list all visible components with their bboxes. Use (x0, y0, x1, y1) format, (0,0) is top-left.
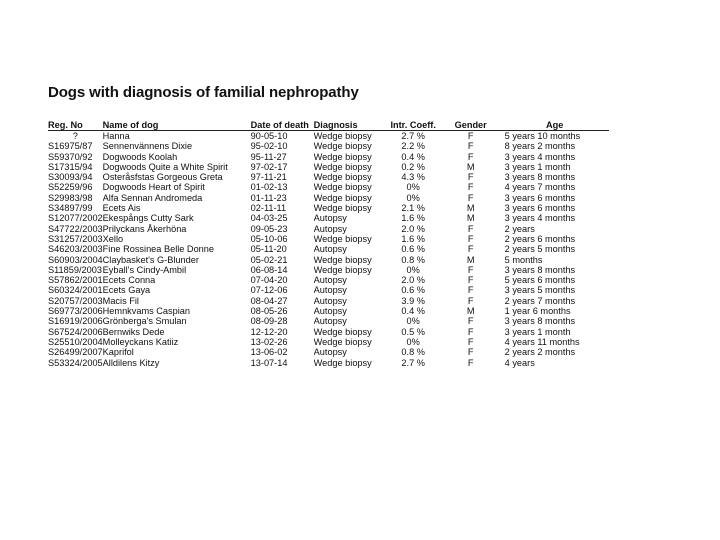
intr-coeff-cell: 1.6 % (401, 213, 425, 224)
intr-coeff-cell: 1.6 % (401, 233, 425, 244)
diagnosis-cell: Autopsy (313, 306, 347, 317)
gender-cell: F (467, 285, 474, 296)
date-of-death-cell: 05-02-21 (250, 254, 288, 265)
gender-cell: M (466, 203, 475, 214)
intr-coeff-cell: 2.2 % (401, 141, 425, 152)
dog-name-cell: Dogwoods Quite a White Spirit (102, 161, 228, 172)
table-row (48, 347, 609, 357)
dog-name-cell: Dogwoods Heart of Spirit (102, 182, 205, 193)
dog-name-cell: Ecets Ais (102, 203, 141, 214)
age-cell: 4 years 7 months (504, 182, 576, 193)
intr-coeff-cell: 0% (406, 192, 420, 203)
table-row (48, 224, 609, 234)
date-of-death-cell: 08-05-26 (250, 306, 288, 317)
diagnosis-cell: Autopsy (313, 316, 347, 327)
reg-no-cell: S57862/2001 (48, 275, 103, 286)
col-header-name: Name of dog (103, 121, 251, 131)
reg-no-cell: S30093/94 (48, 172, 93, 183)
date-of-death-cell: 09-05-23 (250, 223, 288, 234)
gender-cell: F (467, 295, 474, 306)
intr-coeff-cell: 0% (406, 264, 420, 275)
reg-no-cell: S60903/2004 (48, 254, 103, 265)
date-of-death-cell: 12-12-20 (250, 326, 288, 337)
col-header-diagnosis: Diagnosis (314, 121, 386, 131)
age-cell: 3 years 8 months (504, 316, 576, 327)
reg-no-cell: ? (72, 131, 78, 141)
date-of-death-cell: 90-05-10 (250, 131, 288, 141)
table-row (48, 152, 609, 162)
diagnosis-cell: Wedge biopsy (313, 161, 372, 172)
table-body (48, 131, 609, 368)
age-cell: 2 years 5 months (504, 244, 576, 255)
gender-cell: F (467, 151, 474, 162)
age-cell: 3 years 8 months (504, 172, 576, 183)
dog-name-cell: Grönberga's Smulan (102, 316, 187, 327)
intr-coeff-cell: 2.7 % (401, 131, 425, 141)
date-of-death-cell: 07-12-06 (250, 285, 288, 296)
page-title: Dogs with diagnosis of familial nephropathy (48, 84, 359, 101)
diagnosis-cell: Autopsy (313, 223, 347, 234)
date-of-death-cell: 13-07-14 (250, 357, 288, 368)
dog-name-cell: Eyball's Cindy-Ambil (102, 264, 187, 275)
table-row (48, 337, 609, 347)
dog-name-cell: Ecets Conna (102, 275, 156, 286)
reg-no-cell: S59370/92 (48, 151, 93, 162)
age-cell: 2 years 2 months (504, 347, 576, 358)
table-row (48, 162, 609, 172)
age-cell: 3 years 1 month (504, 161, 571, 172)
table-row (48, 358, 609, 368)
date-of-death-cell: 01-02-13 (250, 182, 288, 193)
gender-cell: F (467, 264, 474, 275)
date-of-death-cell: 95-02-10 (250, 141, 288, 152)
gender-cell: F (467, 223, 474, 234)
col-header-intr-coeff: Intr. Coeff. (386, 121, 441, 131)
gender-cell: F (467, 316, 474, 327)
table-row (48, 213, 609, 223)
intr-coeff-cell: 2.1 % (401, 203, 425, 214)
gender-cell: F (467, 326, 474, 337)
intr-coeff-cell: 4.3 % (401, 172, 425, 183)
table-row (48, 234, 609, 244)
age-cell: 1 year 6 months (504, 306, 571, 317)
age-cell: 2 years (504, 223, 535, 234)
diagnosis-cell: Autopsy (313, 347, 347, 358)
intr-coeff-cell: 3.9 % (401, 295, 425, 306)
intr-coeff-cell: 2.0 % (401, 223, 425, 234)
intr-coeff-cell: 0.8 % (401, 254, 425, 265)
dog-name-cell: Alfa Sennan Andromeda (102, 192, 203, 203)
gender-cell: F (467, 182, 474, 193)
reg-no-cell: S12077/2002 (48, 213, 103, 224)
age-cell: 5 years 6 months (504, 275, 576, 286)
reg-no-cell: S46203/2003 (48, 244, 103, 255)
gender-cell: F (467, 244, 474, 255)
date-of-death-cell: 07-04-20 (250, 275, 288, 286)
table-row (48, 244, 609, 254)
dog-name-cell: Fine Rossinea Belle Donne (102, 244, 215, 255)
dog-name-cell: Hanna (102, 131, 130, 141)
age-cell: 5 months (504, 254, 543, 265)
gender-cell: M (466, 213, 475, 224)
reg-no-cell: S47722/2003 (48, 223, 103, 234)
reg-no-cell: S69773/2006 (48, 306, 103, 317)
diagnosis-cell: Autopsy (313, 213, 347, 224)
dog-name-cell: Kaprifol (102, 347, 134, 358)
reg-no-cell: S34897/99 (48, 203, 93, 214)
col-header-date-of-death: Date of death (251, 121, 314, 131)
age-cell: 2 years 6 months (504, 233, 576, 244)
age-cell: 8 years 2 months (504, 141, 576, 152)
age-cell: 3 years 8 months (504, 264, 576, 275)
diagnosis-cell: Wedge biopsy (313, 151, 372, 162)
gender-cell: F (467, 357, 474, 368)
dog-name-cell: Macis Fil (102, 295, 139, 306)
diagnosis-cell: Wedge biopsy (313, 192, 372, 203)
gender-cell: M (466, 161, 475, 172)
diagnosis-cell: Wedge biopsy (313, 172, 372, 183)
diagnosis-cell: Wedge biopsy (313, 326, 372, 337)
dog-name-cell: Ekespångs Cutty Sark (102, 213, 194, 224)
nephropathy-table (48, 121, 609, 368)
reg-no-cell: S29983/98 (48, 192, 93, 203)
intr-coeff-cell: 0% (406, 182, 420, 193)
reg-no-cell: S17315/94 (48, 161, 93, 172)
date-of-death-cell: 01-11-23 (250, 192, 287, 203)
gender-cell: F (467, 233, 474, 244)
table-row (48, 327, 609, 337)
reg-no-cell: S16975/87 (48, 141, 93, 152)
date-of-death-cell: 08-09-28 (250, 316, 288, 327)
table-row (48, 285, 609, 295)
intr-coeff-cell: 0.4 % (401, 306, 425, 317)
diagnosis-cell: Autopsy (313, 295, 347, 306)
date-of-death-cell: 13-06-02 (250, 347, 288, 358)
age-cell: 3 years 6 months (504, 203, 576, 214)
dog-name-cell: Osteråsfstas Gorgeous Greta (102, 172, 223, 183)
dog-name-cell: Xello (102, 233, 124, 244)
intr-coeff-cell: 0.6 % (401, 285, 425, 296)
diagnosis-cell: Autopsy (313, 244, 347, 255)
table-row (48, 203, 609, 213)
reg-no-cell: S25510/2004 (48, 336, 103, 347)
intr-coeff-cell: 0.4 % (401, 151, 425, 162)
diagnosis-cell: Wedge biopsy (313, 336, 372, 347)
table-row (48, 275, 609, 285)
reg-no-cell: S53324/2005 (48, 357, 103, 368)
gender-cell: M (466, 254, 475, 265)
age-cell: 2 years 7 months (504, 295, 576, 306)
date-of-death-cell: 04-03-25 (250, 213, 288, 224)
age-cell: 4 years (504, 357, 535, 368)
intr-coeff-cell: 0.5 % (401, 326, 425, 337)
table-row (48, 316, 609, 326)
col-header-reg-no: Reg. No (48, 121, 103, 131)
age-cell: 3 years 4 months (504, 213, 576, 224)
table-row (48, 131, 609, 142)
reg-no-cell: S20757/2003 (48, 295, 103, 306)
diagnosis-cell: Wedge biopsy (313, 141, 372, 152)
dog-name-cell: Bernwiks Dede (102, 326, 165, 337)
dog-name-cell: Ecets Gaya (102, 285, 151, 296)
gender-cell: F (467, 275, 474, 286)
diagnosis-cell: Wedge biopsy (313, 182, 372, 193)
intr-coeff-cell: 2.0 % (401, 275, 425, 286)
diagnosis-cell: Wedge biopsy (313, 233, 372, 244)
header-row (48, 121, 609, 131)
diagnosis-cell: Wedge biopsy (313, 131, 372, 141)
diagnosis-cell: Autopsy (313, 285, 347, 296)
table-row (48, 306, 609, 316)
dog-name-cell: Prilyckans Åkerhöna (102, 223, 187, 234)
age-cell: 5 years 10 months (504, 131, 581, 141)
gender-cell: F (467, 131, 474, 141)
reg-no-cell: S26499/2007 (48, 347, 103, 358)
diagnosis-cell: Wedge biopsy (313, 203, 372, 214)
age-cell: 3 years 5 months (504, 285, 576, 296)
intr-coeff-cell: 0.2 % (401, 161, 425, 172)
reg-no-cell: S60324/2001 (48, 285, 103, 296)
table-row (48, 265, 609, 275)
table-row (48, 182, 609, 192)
gender-cell: F (467, 141, 474, 152)
date-of-death-cell: 02-11-11 (250, 203, 287, 214)
table-row (48, 193, 609, 203)
diagnosis-cell: Wedge biopsy (313, 264, 372, 275)
date-of-death-cell: 06-08-14 (250, 264, 288, 275)
table-header (48, 121, 609, 131)
dog-name-cell: Claybasket's G-Blunder (102, 254, 199, 265)
date-of-death-cell: 13-02-26 (250, 336, 288, 347)
col-header-gender: Gender (441, 121, 501, 131)
intr-coeff-cell: 0.6 % (401, 244, 425, 255)
intr-coeff-cell: 0% (406, 316, 420, 327)
date-of-death-cell: 97-11-21 (250, 172, 287, 183)
dog-name-cell: Hemnkvams Caspian (102, 306, 190, 317)
table-row (48, 141, 609, 151)
date-of-death-cell: 95-11-27 (250, 151, 287, 162)
reg-no-cell: S67524/2006 (48, 326, 103, 337)
table-row (48, 255, 609, 265)
date-of-death-cell: 05-10-06 (250, 233, 288, 244)
reg-no-cell: S11859/2003 (48, 264, 102, 275)
date-of-death-cell: 97-02-17 (250, 161, 288, 172)
table-row (48, 296, 609, 306)
age-cell: 3 years 4 months (504, 151, 576, 162)
dog-name-cell: Sennenvännens Dixie (102, 141, 193, 152)
reg-no-cell: S16919/2006 (48, 316, 103, 327)
diagnosis-cell: Wedge biopsy (313, 254, 372, 265)
intr-coeff-cell: 0.8 % (401, 347, 425, 358)
age-cell: 4 years 11 months (504, 336, 580, 347)
age-cell: 3 years 6 months (504, 192, 576, 203)
gender-cell: F (467, 336, 474, 347)
intr-coeff-cell: 0% (406, 336, 420, 347)
gender-cell: F (467, 172, 474, 183)
dog-name-cell: Molleyckans Katiiz (102, 336, 179, 347)
intr-coeff-cell: 2.7 % (401, 357, 425, 368)
reg-no-cell: S31257/2003 (48, 233, 103, 244)
table-row (48, 172, 609, 182)
age-cell: 3 years 1 month (504, 326, 571, 337)
gender-cell: F (467, 347, 474, 358)
dog-name-cell: Alldilens Kitzy (102, 357, 160, 368)
gender-cell: F (467, 192, 474, 203)
gender-cell: M (466, 306, 475, 317)
dog-name-cell: Dogwoods Koolah (102, 151, 178, 162)
date-of-death-cell: 05-11-20 (250, 244, 287, 255)
diagnosis-cell: Wedge biopsy (313, 357, 372, 368)
date-of-death-cell: 08-04-27 (250, 295, 288, 306)
diagnosis-cell: Autopsy (313, 275, 347, 286)
col-header-age: Age (501, 121, 609, 131)
reg-no-cell: S52259/96 (48, 182, 93, 193)
